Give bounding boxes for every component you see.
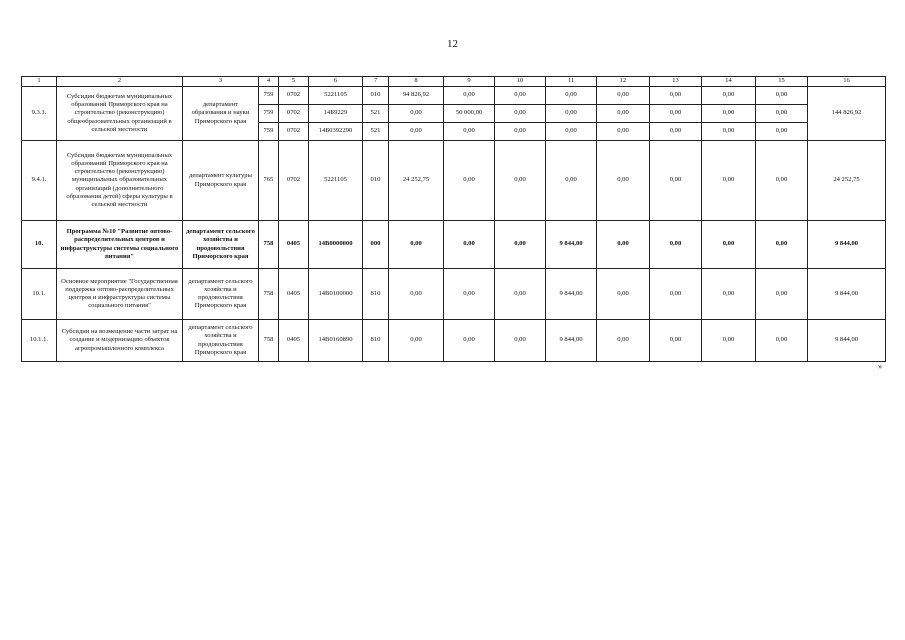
cell: 0,00 bbox=[444, 123, 495, 141]
cell: 0,00 bbox=[444, 87, 495, 105]
cell: 0,00 bbox=[756, 269, 808, 320]
cell: 0,00 bbox=[495, 123, 546, 141]
row-description: Основное мероприятие "Государственная поддержка оптово-распределительных центров и инфраструктуры системы социального питания" bbox=[57, 269, 183, 320]
cell: 94 826,92 bbox=[389, 87, 444, 105]
cell: 0,00 bbox=[389, 105, 444, 123]
cell: 0702 bbox=[279, 141, 309, 221]
table-row-9-3-1 bbox=[22, 87, 886, 105]
cell: 0702 bbox=[279, 123, 309, 141]
cell: 0,00 bbox=[597, 87, 650, 105]
row-description: Субсидии на возмещение части затрат на создание и модернизацию объектов агропромышленного комплекса bbox=[57, 320, 183, 362]
row-department: департамент сельского хозяйства и продовольствия Приморского края bbox=[183, 320, 259, 362]
cell: 0,00 bbox=[495, 320, 546, 362]
cell: 0,00 bbox=[650, 87, 702, 105]
page-number: 12 bbox=[447, 38, 458, 50]
cell: 0405 bbox=[279, 320, 309, 362]
cell: 14В0100000 bbox=[309, 269, 363, 320]
cell: 010 bbox=[363, 141, 389, 221]
cell: 0,00 bbox=[702, 221, 756, 269]
header-cell: 8 bbox=[389, 77, 444, 87]
row-department: департамент образования и науки Приморского края bbox=[183, 87, 259, 141]
cell: 0702 bbox=[279, 105, 309, 123]
cell: 14Б0392290 bbox=[309, 123, 363, 141]
cell: 0,00 bbox=[702, 269, 756, 320]
cell: 0,00 bbox=[650, 105, 702, 123]
cell: 0,00 bbox=[495, 269, 546, 320]
cell: 0,00 bbox=[597, 141, 650, 221]
table-row-9-4-1 bbox=[22, 141, 886, 221]
header-cell: 6 bbox=[309, 77, 363, 87]
cell: 0,00 bbox=[546, 123, 597, 141]
cell: 0,00 bbox=[650, 123, 702, 141]
cell: 14В0000000 bbox=[309, 221, 363, 269]
header-cell: 1 bbox=[22, 77, 57, 87]
cell: 0,00 bbox=[702, 320, 756, 362]
cell: 24 252,75 bbox=[389, 141, 444, 221]
header-cell: 5 bbox=[279, 77, 309, 87]
cell: 0,00 bbox=[650, 141, 702, 221]
cell: 0,00 bbox=[702, 123, 756, 141]
header-cell: 11 bbox=[546, 77, 597, 87]
cell: 0,00 bbox=[597, 221, 650, 269]
cell: 521 bbox=[363, 123, 389, 141]
header-cell: 9 bbox=[444, 77, 495, 87]
cell: 0,00 bbox=[756, 123, 808, 141]
cell: 0,00 bbox=[597, 320, 650, 362]
row-total: 9 844,00 bbox=[808, 221, 886, 269]
cell: 758 bbox=[259, 269, 279, 320]
cell: 0,00 bbox=[389, 269, 444, 320]
cell: 9 844,00 bbox=[546, 320, 597, 362]
row-description: Субсидии бюджетам муниципальных образований Приморского края на строительство (реконструкцию) общеобразовательных организаций в сельской местности bbox=[57, 87, 183, 141]
table-row-10-1 bbox=[22, 269, 886, 320]
cell: 14В0160890 bbox=[309, 320, 363, 362]
row-total: 144 826,92 bbox=[808, 87, 886, 141]
table-row-10 bbox=[22, 221, 886, 269]
cell: 759 bbox=[259, 87, 279, 105]
cell: 0,00 bbox=[702, 141, 756, 221]
cell: 0,00 bbox=[495, 221, 546, 269]
header-cell: 2 bbox=[57, 77, 183, 87]
closing-quote-mark: » bbox=[878, 362, 882, 371]
cell: 14Б9229 bbox=[309, 105, 363, 123]
row-total: 9 844,00 bbox=[808, 320, 886, 362]
header-cell: 16 bbox=[808, 77, 886, 87]
cell: 765 bbox=[259, 141, 279, 221]
cell: 0,00 bbox=[702, 87, 756, 105]
header-cell: 15 bbox=[756, 77, 808, 87]
cell: 0,00 bbox=[444, 141, 495, 221]
cell: 0,00 bbox=[444, 320, 495, 362]
row-number: 10. bbox=[22, 221, 57, 269]
cell: 0,00 bbox=[495, 87, 546, 105]
cell: 0,00 bbox=[495, 141, 546, 221]
table-row-10-1-1 bbox=[22, 320, 886, 362]
cell: 0,00 bbox=[389, 221, 444, 269]
cell: 0,00 bbox=[389, 123, 444, 141]
cell: 0,00 bbox=[597, 269, 650, 320]
row-number: 10.1.1. bbox=[22, 320, 57, 362]
header-cell: 12 bbox=[597, 77, 650, 87]
cell: 010 bbox=[363, 87, 389, 105]
cell: 0,00 bbox=[756, 221, 808, 269]
cell: 9 844,00 bbox=[546, 269, 597, 320]
budget-table bbox=[21, 76, 886, 362]
row-description: Программа №10 "Развитие оптово-распределительных центров и инфраструктуры системы социального питания" bbox=[57, 221, 183, 269]
cell: 0,00 bbox=[444, 269, 495, 320]
row-number: 9.3.1. bbox=[22, 87, 57, 141]
header-cell: 3 bbox=[183, 77, 259, 87]
cell: 759 bbox=[259, 123, 279, 141]
cell: 0,00 bbox=[597, 123, 650, 141]
cell: 810 bbox=[363, 269, 389, 320]
row-description: Субсидии бюджетам муниципальных образований Приморского края на строительство (реконструкцию) муниципальных образовательных организаций (дополнительного образования детей) сферы культуры в сельской местности bbox=[57, 141, 183, 221]
cell: 0,00 bbox=[756, 141, 808, 221]
header-row bbox=[22, 77, 886, 87]
header-cell: 4 bbox=[259, 77, 279, 87]
cell: 0,00 bbox=[495, 105, 546, 123]
cell: 000 bbox=[363, 221, 389, 269]
cell: 0,00 bbox=[756, 320, 808, 362]
cell: 0,00 bbox=[650, 269, 702, 320]
cell: 759 bbox=[259, 105, 279, 123]
cell: 0,00 bbox=[756, 87, 808, 105]
row-number: 10.1. bbox=[22, 269, 57, 320]
header-cell: 14 bbox=[702, 77, 756, 87]
row-department: департамент сельского хозяйства и продовольствия Приморского края bbox=[183, 221, 259, 269]
cell: 50 000,00 bbox=[444, 105, 495, 123]
cell: 9 844,00 bbox=[546, 221, 597, 269]
cell: 0,00 bbox=[702, 105, 756, 123]
row-total: 24 252,75 bbox=[808, 141, 886, 221]
cell: 521 bbox=[363, 105, 389, 123]
cell: 0405 bbox=[279, 269, 309, 320]
cell: 810 bbox=[363, 320, 389, 362]
cell: 0,00 bbox=[546, 87, 597, 105]
cell: 0,00 bbox=[546, 105, 597, 123]
cell: 5221105 bbox=[309, 87, 363, 105]
row-department: департамент сельского хозяйства и продовольствия Приморского края bbox=[183, 269, 259, 320]
cell: 0405 bbox=[279, 221, 309, 269]
cell: 0,00 bbox=[546, 141, 597, 221]
header-cell: 7 bbox=[363, 77, 389, 87]
header-cell: 10 bbox=[495, 77, 546, 87]
cell: 0,00 bbox=[389, 320, 444, 362]
cell: 0702 bbox=[279, 87, 309, 105]
header-cell: 13 bbox=[650, 77, 702, 87]
cell: 758 bbox=[259, 320, 279, 362]
cell: 5221105 bbox=[309, 141, 363, 221]
cell: 0,00 bbox=[756, 105, 808, 123]
row-number: 9.4.1. bbox=[22, 141, 57, 221]
row-department: департамент культуры Приморского края bbox=[183, 141, 259, 221]
cell: 0,00 bbox=[650, 221, 702, 269]
cell: 0,00 bbox=[650, 320, 702, 362]
row-total: 9 844,00 bbox=[808, 269, 886, 320]
cell: 758 bbox=[259, 221, 279, 269]
cell: 0,00 bbox=[597, 105, 650, 123]
cell: 0,00 bbox=[444, 221, 495, 269]
